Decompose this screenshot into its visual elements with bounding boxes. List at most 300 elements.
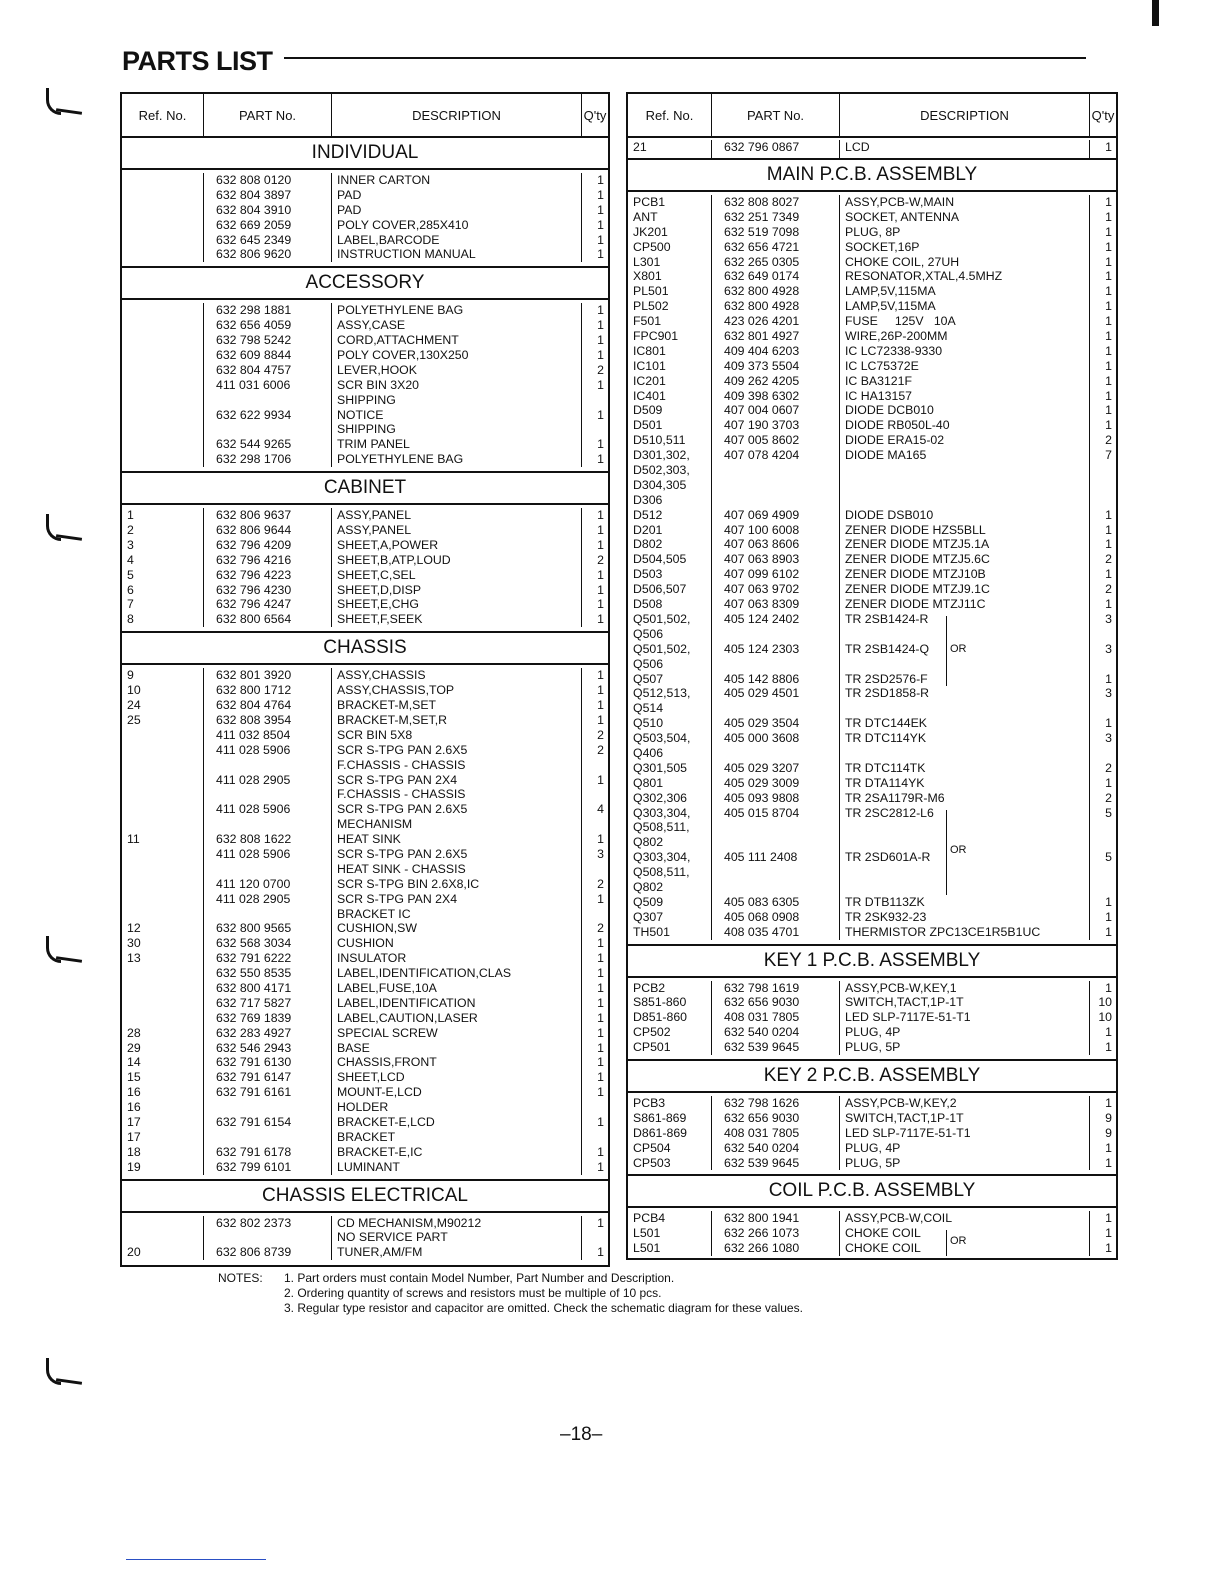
part-column — [204, 173, 332, 262]
ref-cell: D304,305 — [633, 477, 687, 492]
part-column — [204, 508, 332, 627]
ref-cell — [122, 348, 203, 363]
header-desc: DESCRIPTION — [840, 94, 1090, 136]
qty-cell: 3 — [1105, 641, 1112, 656]
section-right — [628, 1059, 1116, 1174]
part-cell: 405 029 3504 — [724, 716, 800, 731]
qty-cell: 1 — [597, 582, 604, 597]
ref-cell — [122, 817, 203, 832]
desc-cell: TR DTC144EK — [845, 716, 928, 731]
qty-cell: 1 — [1105, 597, 1112, 612]
qty-cell: 1 — [597, 1159, 604, 1174]
qty-cell — [1090, 701, 1116, 716]
part-cell — [712, 463, 839, 478]
qty-cell — [582, 1100, 608, 1115]
ref-cell: 1 — [127, 508, 134, 523]
qty-cell: 1 — [1105, 329, 1112, 344]
desc-cell: LABEL,IDENTIFICATION — [337, 995, 476, 1010]
desc-cell: POLYETHYLENE BAG — [337, 452, 464, 467]
desc-cell: SCR BIN 3X20 — [337, 377, 420, 392]
desc-cell: BRACKET — [337, 1129, 396, 1144]
desc-column — [332, 668, 582, 1174]
or-bracket — [942, 1230, 947, 1256]
qty-cell: 1 — [1105, 909, 1112, 924]
desc-cell: HEAT SINK — [337, 832, 401, 847]
part-cell: 632 645 2349 — [216, 232, 292, 247]
qty-cell: 1 — [597, 377, 604, 392]
part-cell: 632 649 0174 — [724, 269, 800, 284]
qty-cell: 1 — [1105, 195, 1112, 209]
desc-cell: LED SLP-7117E-51-T1 — [845, 1125, 971, 1140]
part-cell — [204, 862, 331, 877]
part-cell: 632 800 4928 — [724, 284, 800, 299]
ref-cell — [122, 743, 203, 758]
ref-cell: D201 — [633, 522, 663, 537]
ref-cell: 19 — [127, 1159, 141, 1174]
ref-cell: CP504 — [633, 1140, 671, 1155]
ref-cell: 18 — [127, 1144, 141, 1159]
desc-cell: ASSY,CASE — [337, 318, 406, 333]
ref-cell: 24 — [127, 698, 141, 713]
part-cell: 409 262 4205 — [724, 373, 800, 388]
desc-cell: SHEET,D,DISP — [337, 582, 422, 597]
desc-cell: LAMP,5V,115MA — [845, 284, 936, 299]
ref-cell: D508 — [633, 597, 663, 612]
qty-column — [582, 508, 608, 627]
desc-cell: DIODE ERA15-02 — [845, 433, 945, 448]
section-right — [628, 158, 1116, 944]
qty-cell: 1 — [1105, 1155, 1112, 1170]
qty-cell: 1 — [1105, 373, 1112, 388]
ref-cell: 14 — [127, 1055, 141, 1070]
part-cell: 632 802 2373 — [216, 1215, 292, 1230]
qty-cell: 1 — [597, 698, 604, 713]
section-right — [628, 944, 1116, 1059]
qty-cell: 2 — [597, 876, 604, 891]
qty-cell: 1 — [1105, 980, 1112, 995]
part-column — [712, 1211, 840, 1256]
part-cell: 632 298 1881 — [216, 303, 292, 318]
ref-cell: 20 — [127, 1245, 141, 1260]
section-rows — [628, 978, 1116, 1059]
notes — [218, 1271, 803, 1316]
ref-cell — [122, 877, 203, 892]
binder-hook-mark — [40, 940, 88, 964]
desc-cell: CHOKE COIL — [845, 1241, 921, 1256]
ref-cell: D510,511 — [633, 433, 686, 448]
ref-column — [122, 173, 204, 262]
qty-cell: 1 — [597, 772, 604, 787]
desc-cell: PAD — [337, 187, 362, 202]
ref-column — [122, 1216, 204, 1261]
part-cell — [204, 817, 331, 832]
part-cell — [204, 1100, 331, 1115]
part-cell: 405 029 4501 — [724, 686, 800, 701]
ref-cell — [122, 233, 203, 248]
ref-cell: PCB4 — [633, 1211, 666, 1226]
part-column — [712, 1096, 840, 1170]
desc-cell: ASSY,PANEL — [337, 523, 412, 538]
part-column — [204, 303, 332, 467]
part-cell — [712, 835, 839, 850]
desc-cell: SWITCH,TACT,1P-1T — [845, 1110, 964, 1125]
ref-cell: 25 — [127, 712, 141, 727]
qty-cell — [582, 1230, 608, 1245]
ref-cell: Q303,304, — [633, 850, 691, 865]
desc-cell: CHOKE COIL, 27UH — [845, 254, 960, 269]
part-cell: 632 800 1941 — [724, 1211, 800, 1226]
note-item: 2. Ordering quantity of screws and resistors must be multiple of 10 pcs. — [284, 1286, 662, 1300]
desc-cell: LED SLP-7117E-51-T1 — [845, 1010, 971, 1025]
part-cell: 411 031 6006 — [216, 377, 291, 392]
qty-cell: 1 — [597, 1025, 604, 1040]
part-cell: 632 791 6130 — [216, 1055, 292, 1070]
qty-cell: 2 — [597, 921, 604, 936]
part-cell: 632 519 7098 — [724, 224, 800, 239]
part-cell — [204, 422, 331, 437]
qty-cell: 3 — [1105, 686, 1112, 701]
qty-cell — [1090, 865, 1116, 880]
section-left — [122, 266, 608, 471]
header-desc: DESCRIPTION — [332, 94, 582, 136]
note-item: 3. Regular type resistor and capacitor are omitted. Check the schematic diagram for these values. — [284, 1301, 803, 1315]
qty-cell: 1 — [597, 668, 604, 683]
qty-cell: 1 — [597, 936, 604, 951]
qty-cell: 1 — [597, 1040, 604, 1055]
qty-cell: 1 — [597, 452, 604, 467]
desc-cell: DIODE DCB010 — [845, 403, 934, 418]
table-row-lcd — [628, 138, 1116, 158]
part-cell: 632 265 0305 — [724, 254, 800, 269]
part-cell: 405 124 2303 — [724, 641, 800, 656]
qty-cell: 1 — [1105, 299, 1112, 314]
qty-cell: 2 — [1105, 760, 1112, 775]
desc-column — [332, 303, 582, 467]
part-cell: 411 028 5906 — [216, 846, 291, 861]
desc-cell: HEAT SINK - CHASSIS — [337, 861, 466, 876]
ref-cell: 2 — [127, 523, 134, 538]
ref-cell: 13 — [127, 951, 141, 966]
desc-cell: TR DTB113ZK — [845, 894, 925, 909]
ref-cell — [122, 1011, 203, 1026]
section-title: KEY 1 P.C.B. ASSEMBLY — [628, 944, 1116, 978]
ref-cell: CP502 — [633, 1025, 671, 1040]
part-cell: 632 791 6178 — [216, 1144, 292, 1159]
desc-cell: SHEET,E,CHG — [337, 597, 419, 612]
ref-cell — [122, 892, 203, 907]
ref-cell: Q802 — [633, 879, 664, 894]
desc-cell: BRACKET-E,IC — [337, 1144, 423, 1159]
desc-cell: INSTRUCTION MANUAL — [337, 247, 476, 262]
desc-cell: PLUG, 4P — [845, 1025, 901, 1040]
ref-cell — [122, 1216, 203, 1231]
part-cell: 407 078 4204 — [724, 448, 800, 463]
part-cell — [204, 907, 331, 922]
qty-cell: 2 — [1105, 552, 1112, 567]
desc-cell: ZENER DIODE MTZJ10B — [845, 567, 986, 582]
qty-cell: 1 — [1105, 209, 1112, 224]
ref-cell — [122, 333, 203, 348]
qty-cell: 1 — [1105, 1095, 1112, 1110]
part-cell: 408 035 4701 — [724, 924, 800, 939]
desc-cell: SCR S-TPG PAN 2.6X5 — [337, 846, 468, 861]
part-cell: 423 026 4201 — [724, 314, 800, 329]
part-cell: 632 539 9645 — [724, 1040, 800, 1055]
ref-cell: Q802 — [633, 835, 664, 850]
title-rule — [284, 57, 1086, 59]
part-cell: 632 791 6154 — [216, 1114, 292, 1129]
desc-cell — [840, 865, 1089, 880]
part-cell: 409 398 6302 — [724, 388, 800, 403]
ref-cell: CP500 — [633, 239, 671, 254]
ref-cell — [122, 728, 203, 743]
qty-cell: 1 — [1105, 894, 1112, 909]
qty-cell — [1090, 880, 1116, 895]
part-cell — [204, 1130, 331, 1145]
qty-cell: 1 — [597, 407, 604, 422]
qty-cell: 1 — [597, 437, 604, 452]
part-cell: 632 266 1073 — [724, 1226, 800, 1241]
ref-cell: X801 — [633, 269, 662, 284]
part-cell: 407 063 8606 — [724, 537, 800, 552]
qty-cell: 1 — [1105, 1040, 1112, 1055]
parts-table-right — [626, 92, 1118, 1260]
desc-cell: ASSY,PCB-W,KEY,1 — [845, 980, 957, 995]
desc-cell: TR 2SC2812-L6 — [845, 805, 934, 820]
desc-cell: PAD — [337, 202, 362, 217]
binder-hook-mark — [40, 1362, 88, 1386]
ref-cell: Q501,502, — [633, 641, 691, 656]
qty-cell: 1 — [597, 303, 604, 318]
part-cell: 632 791 6222 — [216, 951, 292, 966]
ref-cell: PCB1 — [633, 195, 666, 209]
part-cell: 632 717 5827 — [216, 995, 292, 1010]
ref-cell: 17 — [127, 1114, 141, 1129]
desc-cell: TR 2SB1424-R — [845, 611, 929, 626]
qty-cell: 5 — [1105, 805, 1112, 820]
part-cell — [712, 880, 839, 895]
desc-cell: BRACKET-M,SET,R — [337, 712, 448, 727]
part-cell: 632 808 0120 — [216, 173, 292, 187]
qty-column — [582, 173, 608, 262]
qty-cell: 1 — [1105, 537, 1112, 552]
desc-cell: LABEL,IDENTIFICATION,CLAS — [337, 966, 512, 981]
part-cell: 632 800 4928 — [724, 299, 800, 314]
footer-line — [126, 1559, 266, 1560]
ref-cell — [122, 318, 203, 333]
part-cell: 632 796 4230 — [216, 582, 292, 597]
desc-cell: SHEET,F,SEEK — [337, 612, 423, 627]
desc-cell: SCR S-TPG PAN 2X4 — [337, 891, 458, 906]
qty-cell — [582, 862, 608, 877]
qty-cell — [1090, 820, 1116, 835]
ref-cell: 29 — [127, 1040, 141, 1055]
part-cell — [712, 701, 839, 716]
ref-cell: 8 — [127, 612, 134, 627]
header-ref: Ref. No. — [122, 94, 204, 136]
ref-column — [628, 1211, 712, 1256]
desc-cell: RESONATOR,XTAL,4.5MHZ — [845, 269, 1003, 284]
qty-cell: 1 — [1105, 314, 1112, 329]
ref-column — [122, 508, 204, 627]
part-cell: 632 804 4764 — [216, 698, 292, 713]
qty-cell: 1 — [1105, 239, 1112, 254]
qty-cell: 1 — [597, 1055, 604, 1070]
desc-column — [840, 1096, 1090, 1170]
qty-cell: 7 — [1105, 448, 1112, 463]
qty-cell: 1 — [597, 523, 604, 538]
section-rows — [122, 1213, 608, 1265]
part-cell — [712, 627, 839, 642]
part-cell: 632 609 8844 — [216, 348, 292, 363]
part-column — [712, 981, 840, 1055]
ref-column — [122, 303, 204, 467]
qty-cell — [582, 787, 608, 802]
ref-cell: 28 — [127, 1025, 141, 1040]
part-cell: 632 804 3910 — [216, 202, 292, 217]
qty-cell — [582, 758, 608, 773]
qty-cell: 1 — [597, 1215, 604, 1230]
part-cell: 632 804 4757 — [216, 362, 292, 377]
qty-column — [1090, 195, 1116, 940]
qty-cell: 1 — [597, 318, 604, 333]
qty-column — [582, 1216, 608, 1261]
ref-cell: PL502 — [633, 299, 669, 314]
part-cell — [204, 758, 331, 773]
qty-cell: 1 — [597, 891, 604, 906]
ref-cell: Q503,504, — [633, 731, 691, 746]
part-cell: 632 800 9565 — [216, 921, 292, 936]
qty-cell — [582, 1130, 608, 1145]
part-cell: 407 063 9702 — [724, 582, 800, 597]
part-cell: 632 266 1080 — [724, 1241, 800, 1256]
desc-cell: TR 2SA1179R-M6 — [845, 790, 945, 805]
ref-cell — [122, 773, 203, 788]
ref-cell — [122, 847, 203, 862]
part-cell: 411 028 5906 — [216, 742, 291, 757]
ref-cell: D802 — [633, 537, 663, 552]
part-cell — [712, 820, 839, 835]
qty-cell: 1 — [1105, 1025, 1112, 1040]
ref-cell: Q512,513, — [633, 686, 691, 701]
part-cell: 405 000 3608 — [724, 731, 800, 746]
part-cell: 405 029 3009 — [724, 775, 800, 790]
desc-cell: SHIPPING — [337, 422, 396, 437]
qty-cell — [582, 817, 608, 832]
qty-cell: 2 — [1105, 433, 1112, 448]
part-cell: 632 798 1619 — [724, 980, 800, 995]
section-title: CHASSIS ELECTRICAL — [122, 1179, 608, 1213]
ref-cell — [122, 1230, 203, 1245]
qty-cell: 1 — [597, 951, 604, 966]
desc-cell — [840, 701, 1089, 716]
part-cell: 405 083 6305 — [724, 894, 800, 909]
ref-cell: D504,505 — [633, 552, 687, 567]
ref-cell — [122, 393, 203, 408]
or-label: OR — [950, 643, 967, 656]
qty-column — [1090, 1211, 1116, 1256]
ref-cell — [122, 802, 203, 817]
part-cell: 632 540 0204 — [724, 1140, 800, 1155]
qty-cell: 1 — [597, 217, 604, 232]
ref-cell — [122, 247, 203, 262]
desc-column — [840, 981, 1090, 1055]
ref-cell: D501 — [633, 418, 663, 433]
desc-cell: ZENER DIODE MTZJ11C — [845, 597, 986, 612]
qty-cell: 1 — [597, 1144, 604, 1159]
section-rows — [122, 170, 608, 266]
ref-cell — [122, 966, 203, 981]
desc-cell: TR 2SK932-23 — [845, 909, 927, 924]
desc-cell: SCR S-TPG PAN 2.6X5 — [337, 802, 468, 817]
part-column — [204, 668, 332, 1174]
desc-cell: SCR BIN 5X8 — [337, 727, 413, 742]
desc-cell: TR 2SD1858-R — [845, 686, 930, 701]
part-column — [204, 1216, 332, 1261]
ref-cell: 10 — [127, 683, 141, 698]
ref-column — [628, 195, 712, 940]
desc-cell: TR 2SD2576-F — [845, 671, 928, 686]
ref-cell: CP501 — [633, 1040, 671, 1055]
ref-cell: IC201 — [633, 373, 666, 388]
qty-cell: 1 — [1105, 403, 1112, 418]
section-left — [122, 138, 608, 266]
part-cell: 405 142 8806 — [724, 671, 800, 686]
part-cell: 632 800 1712 — [216, 683, 292, 698]
ref-cell: Q801 — [633, 775, 664, 790]
desc-cell: PLUG, 8P — [845, 224, 901, 239]
part-cell — [204, 1230, 331, 1245]
qty-cell: 1 — [597, 832, 604, 847]
ref-cell — [122, 363, 203, 378]
desc-cell — [840, 657, 1089, 672]
ref-cell: L501 — [633, 1241, 661, 1256]
qty-cell — [1090, 746, 1116, 761]
qty-cell: 1 — [597, 1245, 604, 1260]
qty-cell: 1 — [597, 1010, 604, 1025]
table-header — [628, 94, 1116, 138]
part-cell — [712, 657, 839, 672]
ref-cell: D509 — [633, 403, 663, 418]
part-cell: 632 298 1706 — [216, 452, 292, 467]
desc-column — [840, 1211, 1090, 1256]
qty-cell — [582, 907, 608, 922]
qty-cell: 2 — [597, 552, 604, 567]
ref-cell — [122, 996, 203, 1011]
ref-cell — [122, 452, 203, 467]
desc-cell: CORD,ATTACHMENT — [337, 333, 459, 348]
desc-cell — [840, 820, 1089, 835]
part-cell: 632 796 4216 — [216, 552, 292, 567]
ref-cell — [122, 378, 203, 393]
ref-cell — [122, 303, 203, 318]
desc-cell: LEVER,HOOK — [337, 362, 417, 377]
desc-column — [332, 1216, 582, 1261]
qty-column — [1090, 981, 1116, 1055]
desc-cell: SHEET,A,POWER — [337, 537, 439, 552]
desc-cell: SOCKET,16P — [845, 239, 920, 254]
ref-cell — [122, 758, 203, 773]
ref-cell: FPC901 — [633, 329, 679, 344]
qty-cell: 1 — [597, 1085, 604, 1100]
desc-cell — [840, 880, 1089, 895]
desc-cell: SCR S-TPG BIN 2.6X8,IC — [337, 876, 480, 891]
desc-cell: ASSY,PCB-W,COIL — [845, 1211, 953, 1226]
part-cell: 632 546 2943 — [216, 1040, 292, 1055]
part-cell: 632 656 4721 — [724, 239, 800, 254]
desc-cell: TUNER,AM/FM — [337, 1245, 423, 1260]
desc-cell: TR DTC114TK — [845, 760, 926, 775]
